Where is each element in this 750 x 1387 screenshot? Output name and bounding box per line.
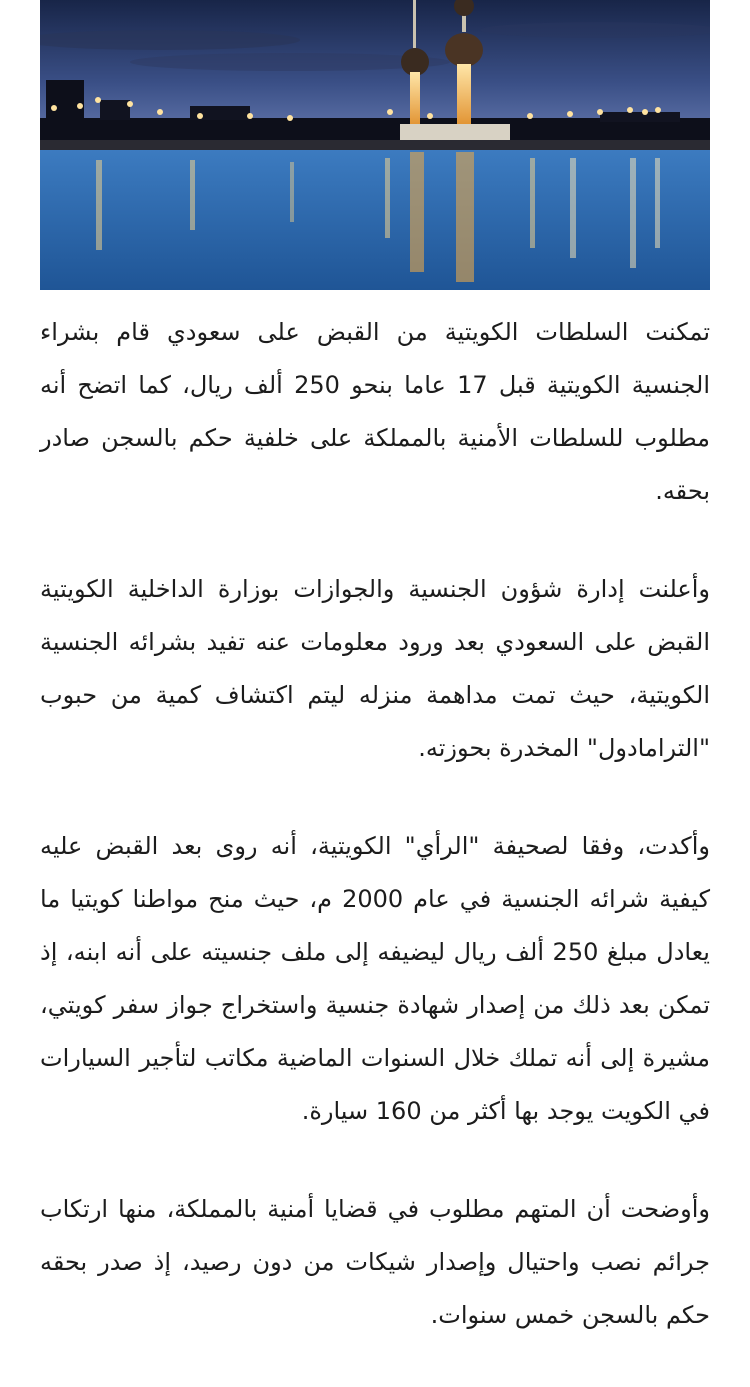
article-paragraph: وأكدت، وفقا لصحيفة "الرأي" الكويتية، أنه روى بعد القبض عليه كيفية شرائه الجنسية في عام 2000 م، حيث منح مواطنا كويتيا ما يعادل مبلغ 250 ألف ريال ليضيفه إلى ملف جنسيته على أنه ابنه، إذ تمكن بعد ذلك من إصدار شهادة جنسية واستخراج جواز سفر كويتي، مشيرة إلى أنه تملك خلال السنوات الماضية مكاتب لتأجير السيارات في الكويت يوجد بها أكثر من 160 سيارة.: [40, 832, 710, 1125]
kuwait-towers-night-photo: [40, 0, 710, 290]
hero-image: [40, 0, 710, 290]
article-paragraph: وأوضحت أن المتهم مطلوب في قضايا أمنية بالمملكة، منها ارتكاب جرائم نصب واحتيال وإصدار شيكات من دون رصيد، إذ صدر بحقه حكم بالسجن خمس سنوات.: [40, 1195, 710, 1329]
article-paragraph: وأعلنت إدارة شؤون الجنسية والجوازات بوزارة الداخلية الكويتية القبض على السعودي بعد ورود معلومات عنه تفيد بشرائه الجنسية الكويتية، حيث تمت مداهمة منزله ليتم اكتشاف كمية من حبوب "الترامادول" المخدرة بحوزته.: [40, 575, 710, 762]
article-paragraph: تمكنت السلطات الكويتية من القبض على سعودي قام بشراء الجنسية الكويتية قبل 17 عاما بنحو 250 ألف ريال، كما اتضح أنه مطلوب للسلطات الأمنية بالمملكة على خلفية حكم بالسجن صادر بحقه.: [40, 318, 711, 505]
article-body: [40, 306, 710, 1387]
